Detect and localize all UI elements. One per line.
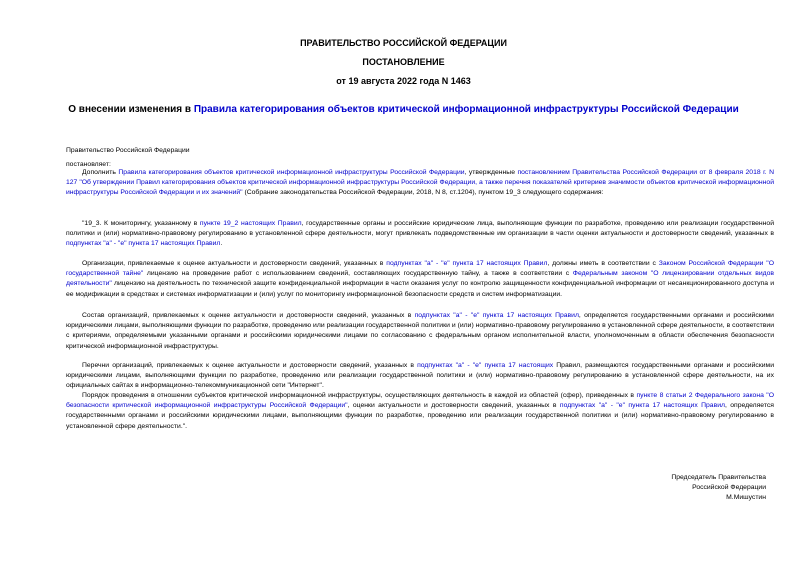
- title-rules-link[interactable]: Правила категорирования объектов критической информационной инфраструктуры Российской Федерации: [193, 104, 739, 115]
- text-fragment: , утвержденные: [464, 169, 518, 176]
- document-type-heading: ПОСТАНОВЛЕНИЕ: [362, 57, 445, 67]
- cii-law-link[interactable]: пункте 8 статьи 2 Федерального закона "О безопасности критической информационной инфраструктуры Российской Федерации": [66, 392, 774, 410]
- signature-title: Председатель Правительства: [671, 474, 766, 481]
- text-fragment: лицензию на проведение работ с использованием сведений, составляющих государственную тайну, а также в соответствии с: [143, 270, 573, 278]
- text-fragment: , определяется государственными органами и российскими юридическими лицами, выполняющими функции по разработке, проведению или реализации государственной политики и (или) нормативно-правовому регулированию в установленной сфере деятельности.".: [66, 402, 774, 430]
- text-fragment: "19_3. К мониторингу, указанному в: [82, 220, 200, 227]
- document-date-heading: от 19 августа 2022 года N 1463: [336, 76, 471, 86]
- clause-17-link[interactable]: подпунктах "а" - "е" пункта 17 настоящих Правил: [559, 402, 725, 410]
- government-line: Правительство Российской Федерации: [66, 147, 190, 154]
- paragraph-19-3: [66, 219, 774, 250]
- signature-name: М.Мишустин: [726, 494, 766, 502]
- text-fragment: , государственные органы и российские юридические лица, выполняющие функции по разработке, проведению или реализации государственной политики и (или) нормативно-правовому регулированию в установленной сфере деятельности, могут привлекать подведомственные им организации в части оценки актуальности и достоверности сведений, указанных в: [66, 220, 774, 238]
- text-fragment: Организации, привлекаемые к оценке актуальности и достоверности сведений, указанных в: [82, 260, 387, 267]
- text-fragment: Дополнить: [82, 169, 119, 176]
- paragraph-lists: [66, 361, 774, 392]
- licensing-law-link[interactable]: Федеральным законом "О лицензировании отдельных видов деятельности": [66, 270, 775, 288]
- signature-block: [671, 473, 766, 504]
- text-fragment: , должны иметь в соответствии с: [547, 260, 659, 267]
- paragraph-procedure: [66, 391, 774, 432]
- text-fragment: Порядок проведения в отношении субъектов критической информационной инфраструктуры, осуществляющих деятельность в каждой из областей (сфер), приведенных в: [82, 392, 637, 399]
- clause-17-link[interactable]: подпунктах "а" - "е" пункта 17 настоящих Правил: [66, 240, 221, 248]
- paragraph-organizations: [66, 259, 774, 300]
- text-fragment: лицензию на деятельность по технической защите конфиденциальной информации в части оказания услуг по контролю защищенности конфиденциальной информации от несанкционированного доступа и ее модификации в средствах и системах информатизации и (или) услуг по мониторингу информационной безопасности средств и систем информатизации.: [66, 280, 774, 298]
- text-fragment: , определяется государственными органами и российскими юридическими лицами, выполняющими функции по разработке, проведению или реализации государственной политики и (или) нормативно-правовому регулированию в установленной сфере деятельности, в соответствии с критериями, определяемыми указанными органами и российскими юридическими лицами по согласованию с федеральным органом исполнительной власти, уполномоченным в области обеспечения безопасности критической информационной инфраструктуры.: [66, 312, 774, 350]
- clause-17-link[interactable]: подпунктах "а" - "е" пункта 17 настоящих Правил: [414, 312, 579, 319]
- text-fragment: , оценки актуальности и достоверности сведений, указанных в: [347, 402, 560, 410]
- title-prefix: О внесении изменения в: [68, 104, 194, 115]
- text-fragment: Состав организаций, привлекаемых к оценке актуальности и достоверности сведений, указанных в: [82, 312, 415, 319]
- text-fragment: Перечни организаций, привлекаемых к оценке актуальности и достоверности сведений, указанных в: [82, 362, 418, 369]
- rules-link[interactable]: Правила категорирования объектов критической информационной инфраструктуры Российской Федерации: [118, 169, 465, 176]
- paragraph-composition: [66, 311, 774, 352]
- signature-country: Российской Федерации: [692, 484, 766, 492]
- document-title: [0, 104, 807, 116]
- clause-17-link[interactable]: подпунктах "а" - "е" пункта 17 настоящих: [417, 362, 554, 369]
- clause-17-link[interactable]: подпунктах "а" - "е" пункта 17 настоящих Правил: [386, 260, 548, 267]
- text-fragment: Правил, размещаются государственными органами и российскими юридическими лицами, выполняющими функции по разработке, проведению или реализации государственной политики и (или) нормативно-правовому регулированию в установленной сфере деятельности, на их официальных сайтах в информационно-телекоммуникационной сети "Интернет".: [66, 362, 775, 390]
- text-fragment: .: [220, 240, 223, 248]
- resolves-line: постановляет:: [66, 161, 111, 168]
- resolution-127-link[interactable]: постановлением Правительства Российской Федерации от 8 февраля 2018 г. N 127 "Об утверждении Правил категорирования объектов критической информационной инфраструктуры Российской Федерации, а также перечня показателей критериев значимости объектов критической информационной инфраструктуры Российской Федерации и их значений": [66, 169, 774, 197]
- paragraph-supplement: [66, 168, 774, 199]
- text-fragment: (Собрание законодательства Российской Федерации, 2018, N 8, ст.1204), пунктом 19_3 следующего содержания:: [242, 189, 604, 197]
- clause-19-2-link[interactable]: пункте 19_2 настоящих Правил: [199, 220, 302, 227]
- government-heading: ПРАВИТЕЛЬСТВО РОССИЙСКОЙ ФЕДЕРАЦИИ: [300, 38, 507, 48]
- state-secret-law-link[interactable]: Законом Российской Федерации "О государственной тайне": [66, 260, 774, 278]
